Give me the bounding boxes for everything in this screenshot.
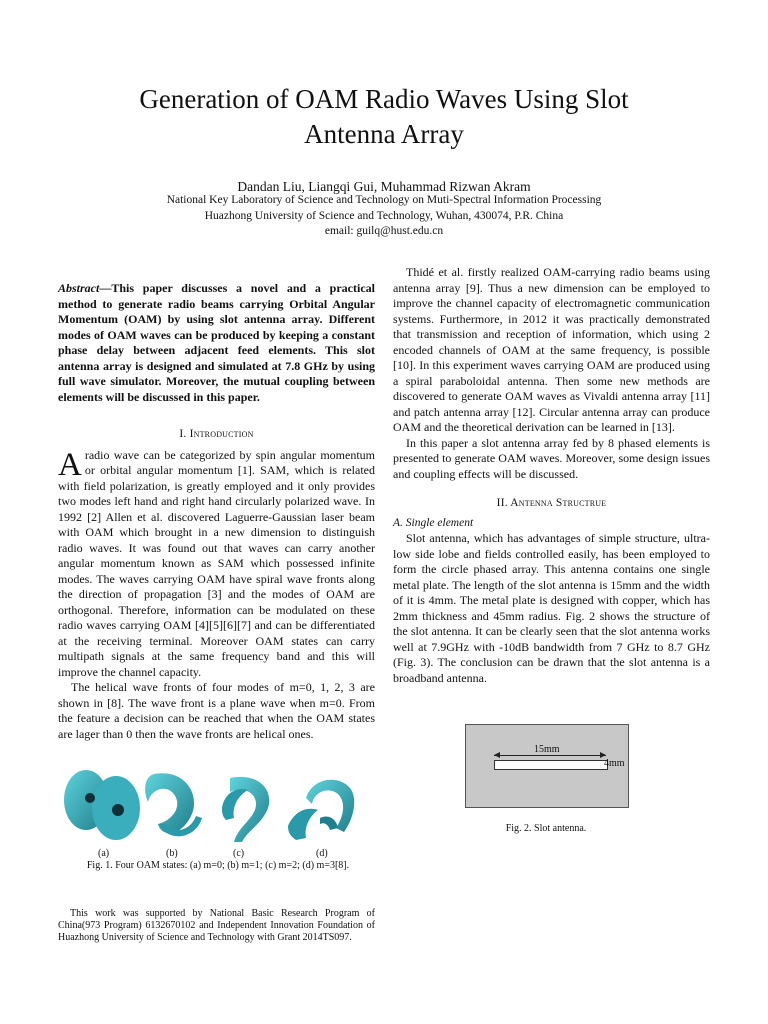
email: email: guilq@hust.edu.cn <box>324 225 444 237</box>
intro-paragraph-2: The helical wave fronts of four modes of m=0, 1, 2, 3 are shown in [8]. The wave front is a plane wave when m=0. From the feature a decision can be reached that when the OAM states are lager than 0 then the wave fronts are helical ones. <box>58 680 375 741</box>
length-label: 15mm <box>534 744 560 755</box>
oam-mode-2-image <box>222 777 269 842</box>
footnote-text: This work was supported by National Basic Research Program of China(973 Program) 6132670102 and Independent Innovation Foundation of Huazhong University of Science and Technology with Grant 2014TS097. <box>58 908 375 943</box>
affiliation-line-2: Huazhong University of Science and Technology, Wuhan, 430074, P.R. China <box>204 209 564 222</box>
intro-paragraph-1 <box>58 448 375 681</box>
abstract-label: Abstract <box>58 281 100 295</box>
right-column <box>393 265 710 686</box>
affiliation-line-1: National Key Laboratory of Science and Technology on Muti-Spectral Information Processing <box>166 194 602 206</box>
length-dimension-line <box>494 755 606 756</box>
figure-1 <box>62 768 362 846</box>
right-paragraph-1: Thidé et al. firstly realized OAM-carrying radio beams using antenna array [9]. Thus a new dimension can be employed to improve the channel capacity of electromagnetic communication systems. Furthermore, in 2012 it was practically demonstrated that transmission and reception of information, which using 2 encoded channels of OAM at the same frequency, is possible [10]. In this experiment waves carrying OAM are produced using a spiral paraboloidal antenna. Then some new methods are discovered to generate OAM waves as Vivaldi antenna array [11] and patch antenna array [12]. Circular antenna array can produce OAM and the theoretical derivation can be learned in [13]. <box>393 265 710 434</box>
oam-wavefront-images <box>62 768 362 846</box>
oam-mode-1-image <box>145 773 202 836</box>
affiliation-block <box>0 193 768 240</box>
figure-2-caption: Fig. 2. Slot antenna. <box>505 823 587 834</box>
figure-1-label-a: (a) <box>98 848 110 859</box>
paper-title <box>0 82 768 152</box>
oam-mode-3-image <box>288 780 354 840</box>
slot-outline <box>494 760 608 770</box>
figure-1-label-c: (c) <box>233 848 245 859</box>
title-line-2: Antenna Array <box>304 119 464 149</box>
figure-1-label-d: (d) <box>316 848 328 859</box>
section-heading-antenna-structure: II. Antenna Structrue <box>496 497 607 509</box>
section-heading-introduction: I. Introduction <box>179 428 254 440</box>
right-paragraph-2: In this paper a slot antenna array fed by 8 phased elements is presented to generate OAM waves. Moreover, some design issues and coupling effects will be discussed. <box>393 435 710 481</box>
figure-2 <box>465 724 629 808</box>
authors: Dandan Liu, Liangqi Gui, Muhammad Rizwan Akram <box>237 179 531 194</box>
intro-paragraph-1-text: radio wave can be categorized by spin angular momentum or orbital angular momentum [1]. SAM, which is related with field polarization, is greatly employed and it only provides two modes left hand and right hand circularly polarized wave. In 1992 [2] Allen et al. discovered Laguerre-Gaussian laser beam with OAM which brought in a new dimension to distinguish radio waves. It was found out that waves can carry another angular momentum known as SAM which possessed infinite modes. The waves carrying OAM have spiral wave fronts along the direction of propagation [3] and the modes of OAM are orthogonal. Therefore, information can be modulated on these radio waves carrying OAM [4][5][6][7] and can be differentiated at the receiving terminal. Moreover OAM states can carry multipath signals at the same frequency band and this will improve the channel capacity. <box>58 447 375 679</box>
figure-1-label-b: (b) <box>166 848 178 859</box>
drop-cap: A <box>58 446 82 483</box>
footnote <box>58 908 375 944</box>
subsection-single-element: A. Single element <box>393 516 474 529</box>
width-label: 4mm <box>604 758 625 769</box>
figure-1-caption: Fig. 1. Four OAM states: (a) m=0; (b) m=1; (c) m=2; (d) m=3[8]. <box>86 860 350 871</box>
abstract <box>58 281 375 405</box>
title-line-1: Generation of OAM Radio Waves Using Slot <box>139 84 629 114</box>
oam-mode-0-image <box>64 770 140 840</box>
right-paragraph-3: Slot antenna, which has advantages of simple structure, ultra-low side lobe and fields controlled easily, has been employed to form the circle phased array. This antenna contains one single metal plate. The length of the slot antenna is 15mm and the width of it is 4mm. The metal plate is designed with copper, which has 2mm thickness and 45mm radius. Fig. 2 shows the structure of the slot antenna. It can be clearly seen that the slot antenna works well at 7.9GHz with -10dB bandwidth from 7 GHz to 8.7 GHz (Fig. 3). The conclusion can be drawn that the slot antenna is a broadband antenna. <box>393 531 710 685</box>
abstract-text: —This paper discusses a novel and a practical method to generate radio beams carrying Orbital Angular Momentum (OAM) by using slot antenna array. Different modes of OAM waves can be produced by keeping a constant phase delay between adjacent feed elements. This slot antenna array is designed and simulated at 7.8 GHz by using full wave simulator. Moreover, the mutual coupling between elements will be discussed in this paper. <box>58 281 375 404</box>
left-column <box>58 281 375 742</box>
length-arrow-left <box>494 752 500 758</box>
